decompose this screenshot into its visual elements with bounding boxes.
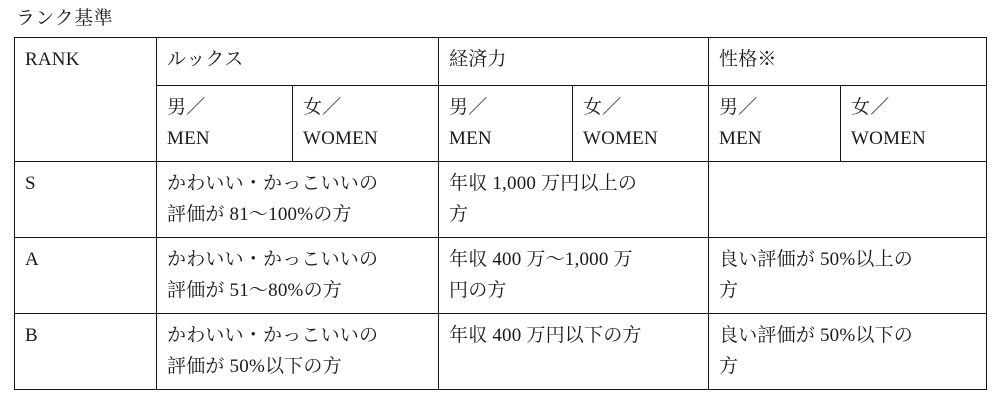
row-a-economy-line1: 年収 400 万〜1,000 万 — [449, 249, 633, 270]
row-rank-s: S — [15, 162, 157, 238]
header-sub-looks-men — [157, 86, 293, 162]
table-row — [15, 238, 987, 314]
header-sub-economy-men-line2: MEN — [449, 128, 492, 149]
row-rank-a: A — [15, 238, 157, 314]
row-s-personality — [709, 162, 987, 238]
table-row — [15, 162, 987, 238]
row-s-looks — [157, 162, 439, 238]
row-s-economy-line1: 年収 1,000 万円以上の — [449, 173, 638, 194]
row-s-looks-line2: 評価が 81〜100%の方 — [167, 204, 352, 225]
table-row — [15, 314, 987, 390]
header-sub-looks-men-line2: MEN — [167, 128, 210, 149]
header-sub-looks-women — [293, 86, 439, 162]
header-rank: RANK — [15, 38, 157, 162]
row-a-personality — [709, 238, 987, 314]
header-sub-personality-women-line2: WOMEN — [851, 128, 926, 149]
header-sub-looks-men-line1: 男／ — [167, 97, 206, 118]
row-a-personality-line2: 方 — [719, 280, 739, 301]
header-sub-personality-men-line1: 男／ — [719, 97, 758, 118]
row-b-looks-line1: かわいい・かっこいいの — [167, 325, 379, 346]
header-sub-looks-women-line1: 女／ — [303, 97, 342, 118]
row-b-looks-line2: 評価が 50%以下の方 — [167, 356, 342, 377]
table-header-group-row — [15, 38, 987, 86]
header-sub-personality-men-line2: MEN — [719, 128, 762, 149]
header-sub-economy-men — [439, 86, 573, 162]
row-s-looks-line1: かわいい・かっこいいの — [167, 173, 379, 194]
row-b-economy-line1: 年収 400 万円以下の方 — [449, 325, 642, 346]
header-sub-personality-men — [709, 86, 841, 162]
header-sub-personality-women-line1: 女／ — [851, 97, 890, 118]
row-b-economy — [439, 314, 709, 390]
table-caption: ランク基準 — [16, 8, 114, 29]
table-header-sub-row — [15, 86, 987, 162]
header-sub-economy-women — [573, 86, 709, 162]
header-sub-economy-women-line2: WOMEN — [583, 128, 658, 149]
row-b-looks — [157, 314, 439, 390]
row-b-personality — [709, 314, 987, 390]
header-sub-looks-women-line2: WOMEN — [303, 128, 378, 149]
row-a-looks-line1: かわいい・かっこいいの — [167, 249, 379, 270]
row-b-personality-line2: 方 — [719, 356, 739, 377]
row-a-personality-line1: 良い評価が 50%以上の — [719, 249, 913, 270]
header-group-looks: ルックス — [157, 38, 439, 86]
row-a-looks — [157, 238, 439, 314]
row-a-looks-line2: 評価が 51〜80%の方 — [167, 280, 342, 301]
header-sub-economy-women-line1: 女／ — [583, 97, 622, 118]
header-group-personality: 性格※ — [709, 38, 987, 86]
row-s-economy — [439, 162, 709, 238]
header-group-economy: 経済力 — [439, 38, 709, 86]
row-b-personality-line1: 良い評価が 50%以下の — [719, 325, 913, 346]
rank-criteria-table — [14, 37, 987, 390]
row-a-economy-line2: 円の方 — [449, 280, 507, 301]
header-sub-personality-women — [841, 86, 987, 162]
row-a-economy — [439, 238, 709, 314]
row-s-economy-line2: 方 — [449, 204, 469, 225]
row-rank-b: B — [15, 314, 157, 390]
header-sub-economy-men-line1: 男／ — [449, 97, 488, 118]
